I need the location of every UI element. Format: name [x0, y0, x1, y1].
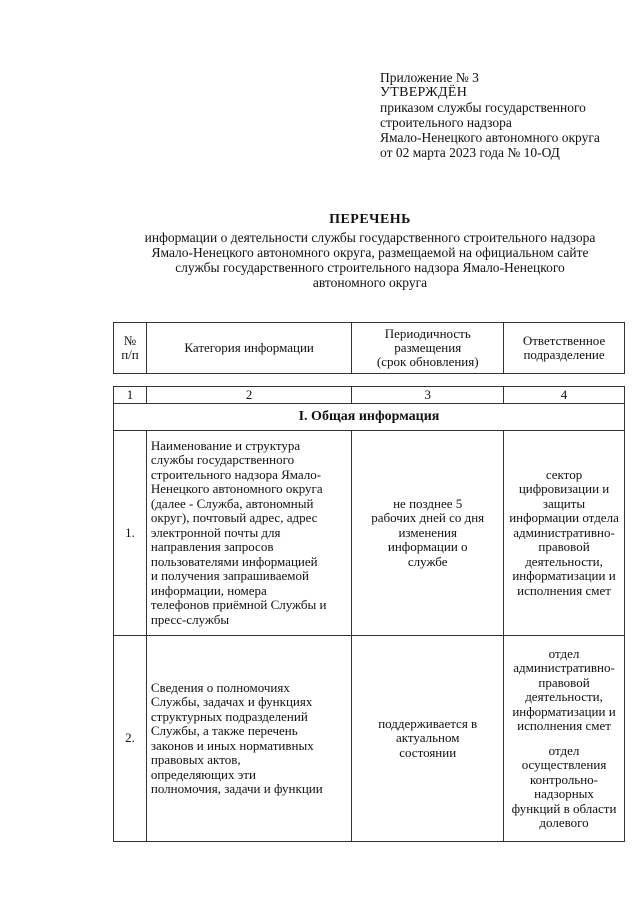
header-period	[352, 323, 504, 374]
row-category	[146, 636, 351, 842]
category-line: Службы, задачах и функциях	[150, 694, 313, 709]
row-number: 2.	[114, 636, 147, 842]
table-row	[114, 431, 625, 636]
title-line: информации о деятельности службы государственного строительного надзора	[144, 230, 596, 245]
approval-stamp	[380, 70, 600, 160]
column-number: 2	[146, 387, 351, 404]
header-responsible-line: подразделение	[523, 347, 605, 362]
responsible-line: деятельности,	[525, 689, 603, 704]
responsible-line: исполнения смет	[517, 718, 611, 733]
row-period	[352, 431, 504, 636]
responsible-line: отдел	[548, 645, 580, 661]
responsible-line: функций в области	[511, 800, 617, 816]
period-line: информации о	[387, 539, 468, 555]
category-line: направления запросов	[150, 539, 274, 555]
responsible-line: отдел	[548, 742, 580, 758]
section-row	[114, 404, 625, 431]
category-line: законов и иных нормативных	[150, 737, 314, 753]
header-category: Категория информации	[146, 323, 351, 374]
category-line: правовых актов,	[150, 752, 241, 767]
document-title	[100, 212, 640, 290]
responsible-line: осуществления	[521, 757, 607, 772]
responsible-line: деятельности,	[525, 553, 603, 569]
responsible-line: цифровизации и	[518, 481, 610, 497]
category-line: Сведения о полномочиях	[150, 679, 290, 695]
category-line: (далее - Служба, автономный	[150, 495, 314, 511]
header-number	[114, 323, 147, 374]
responsible-line: контрольно-	[530, 771, 599, 787]
period-line: рабочих дней со дня	[371, 510, 485, 526]
title-heading: ПЕРЕЧЕНЬ	[329, 212, 411, 227]
category-line: округ), почтовый адрес, адрес	[150, 510, 318, 526]
section-title: I. Общая информация	[114, 404, 625, 431]
approval-line: строительного надзора	[380, 115, 512, 130]
responsible-line: информации отдела	[509, 510, 619, 526]
category-line: Наименование и структура	[150, 437, 301, 453]
responsible-line: информатизации и	[512, 568, 616, 584]
period-line: поддерживается в	[378, 715, 478, 731]
appendix-label: Приложение № 3	[380, 70, 479, 85]
category-line: строительного надзора Ямало-	[150, 466, 322, 482]
approved-label: УТВЕРЖДЁН	[380, 85, 468, 100]
approval-line: Ямало-Ненецкого автономного округа	[380, 130, 600, 145]
row-number: 1.	[114, 431, 147, 636]
period-line: не позднее 5	[393, 495, 463, 511]
category-line: Службы, а также перечень	[150, 723, 298, 738]
header-row	[114, 323, 625, 374]
row-responsible	[504, 431, 625, 636]
title-line: Ямало-Ненецкого автономного округа, размещаемой на официальном сайте	[151, 245, 589, 260]
header-responsible	[504, 323, 625, 374]
order-date-line: от 02 марта 2023 года № 10-ОД	[380, 145, 560, 160]
category-line: пресс-службы	[150, 611, 230, 627]
header-period-line: Периодичность	[384, 326, 471, 341]
title-line: службы государственного строительного надзора Ямало-Ненецкого	[175, 260, 565, 275]
responsible-line: сектор	[545, 466, 583, 482]
period-line: актуальном	[395, 730, 460, 746]
title-line: автономного округа	[312, 275, 428, 290]
header-responsible-line: Ответственное	[522, 333, 606, 348]
responsible-line: правовой	[538, 539, 590, 555]
responsible-line: защиты	[542, 495, 586, 511]
row-category	[146, 431, 351, 636]
responsible-line: надзорных	[534, 786, 594, 801]
column-number-row	[114, 387, 625, 404]
header-period-line: размещения	[394, 340, 462, 355]
header-period-line: (срок обновления)	[376, 354, 479, 369]
row-responsible	[504, 636, 625, 842]
category-line: службы государственного	[150, 452, 295, 468]
header-table	[113, 322, 625, 374]
responsible-line: информатизации и	[512, 703, 616, 719]
table-row	[114, 636, 625, 842]
column-number: 1	[114, 387, 147, 404]
responsible-line: правовой	[538, 674, 590, 690]
column-number: 3	[352, 387, 504, 404]
category-line: телефонов приёмной Службы и	[150, 597, 327, 613]
column-number: 4	[504, 387, 625, 404]
category-line: электронной почты для	[150, 524, 281, 540]
category-line: полномочия, задачи и функции	[150, 781, 323, 796]
header-number-line: №	[123, 333, 137, 348]
header-number-line: п/п	[121, 347, 139, 362]
approval-line: приказом службы государственного	[380, 100, 586, 115]
responsible-line: исполнения смет	[517, 582, 611, 598]
responsible-line: административно-	[513, 660, 615, 675]
period-line: состоянии	[399, 744, 457, 760]
responsible-line: долевого	[539, 815, 589, 830]
spacer	[506, 734, 622, 744]
category-line: Ненецкого автономного округа	[150, 481, 323, 497]
info-table	[113, 386, 625, 842]
category-line: и получения запрашиваемой	[150, 568, 309, 584]
responsible-line: административно-	[513, 524, 615, 540]
period-line: службе	[407, 553, 448, 569]
category-line: информации, номера	[150, 582, 267, 598]
period-line: изменения	[398, 524, 457, 540]
category-line: определяющих эти	[150, 766, 256, 782]
category-line: пользователями информацией	[150, 553, 318, 569]
row-period	[352, 636, 504, 842]
category-line: структурных подразделений	[150, 708, 308, 724]
